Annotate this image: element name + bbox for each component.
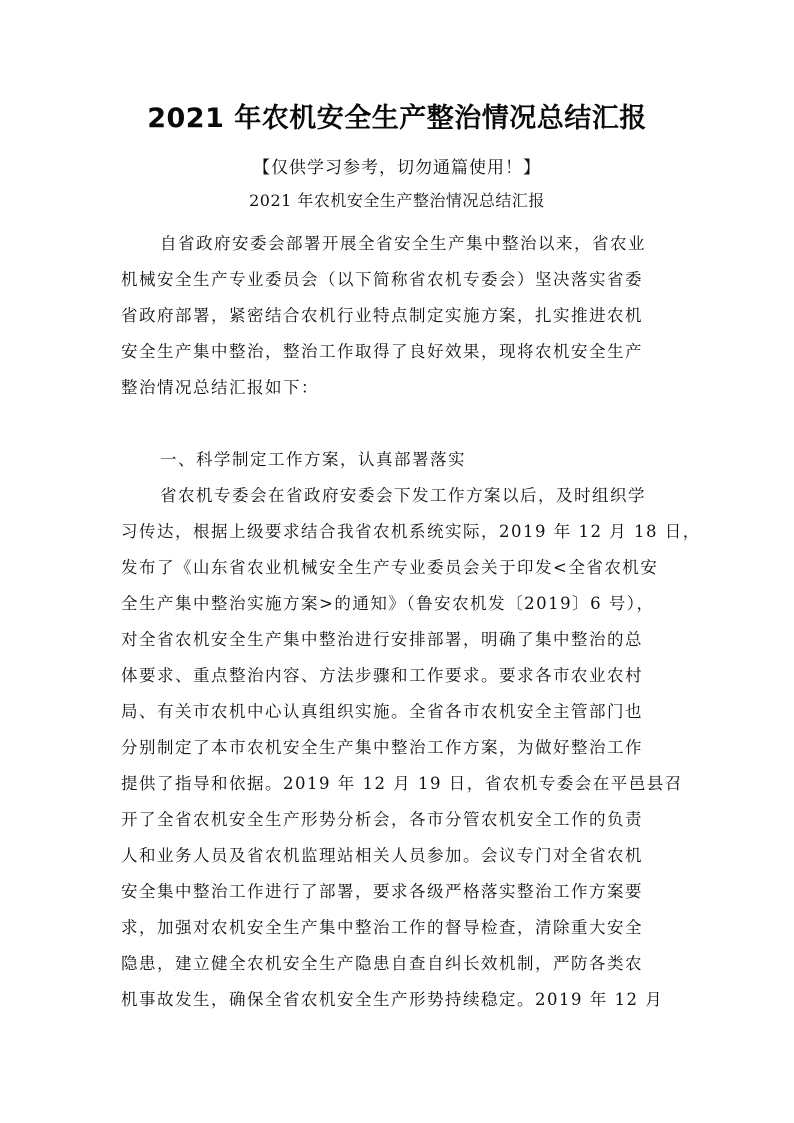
paragraph-1-line-1: 自省政府安委会部署开展全省安全生产集中整治以来，省农业: [160, 234, 646, 253]
paragraph-1-line-2: 机械安全生产专业委员会（以下简称省农机专委会）坚决落实省委: [121, 270, 643, 289]
paragraph-2-line-9: 提供了指导和依据。2019 年 12 月 19 日，省农机专委会在平邑县召: [121, 774, 683, 793]
paragraph-2-line-12: 安全集中整治工作进行了部署，要求各级严格落实整治工作方案要: [121, 882, 643, 901]
paragraph-2-line-1: 省农机专委会在省政府安委会下发工作方案以后，及时组织学: [160, 486, 646, 505]
paragraph-2-line-8: 分别制定了本市农机安全生产集中整治工作方案，为做好整治工作: [121, 738, 643, 757]
paragraph-2-line-4: 全生产集中整治实施方案>的通知》（鲁安农机发〔2019〕6 号），: [121, 594, 655, 613]
paragraph-2-line-11: 人和业务人员及省农机监理站相关人员参加。会议专门对全省农机: [121, 846, 643, 865]
paragraph-2-line-3: 发布了《山东省农业机械安全生产专业委员会关于印发<全省农机安: [121, 558, 659, 577]
document-title: 2021 年农机安全生产整治情况总结汇报: [147, 103, 647, 134]
paragraph-2-line-7: 局、有关市农机中心认真组织实施。全省各市农机安全主管部门也: [121, 702, 643, 721]
paragraph-1-line-4: 安全生产集中整治，整治工作取得了良好效果，现将农机安全生产: [121, 342, 643, 361]
paragraph-2-line-14: 隐患，建立健全农机安全生产隐患自查自纠长效机制，严防各类农: [121, 954, 643, 973]
paragraph-2-line-15: 机事故发生，确保全省农机安全生产形势持续稳定。2019 年 12 月: [121, 990, 664, 1009]
paragraph-1-line-3: 省政府部署，紧密结合农机行业特点制定实施方案，扎实推进农机: [121, 306, 643, 325]
paragraph-2-line-13: 求，加强对农机安全生产集中整治工作的督导检查，清除重大安全: [121, 918, 643, 937]
paragraph-2-line-2: 习传达，根据上级要求结合我省农机系统实际，2019 年 12 月 18 日，: [121, 522, 701, 541]
paragraph-2-line-10: 开了全省农机安全生产形势分析会，各市分管农机安全工作的负责: [121, 810, 643, 829]
paragraph-1-line-5: 整治情况总结汇报如下：: [121, 378, 319, 397]
section-1-heading: 一、科学制定工作方案，认真部署落实: [160, 450, 466, 469]
document-subtitle: 2021 年农机安全生产整治情况总结汇报: [249, 191, 545, 210]
usage-note: 【仅供学习参考，切勿通篇使用！】: [253, 158, 541, 178]
paragraph-2-line-6: 体要求、重点整治内容、方法步骤和工作要求。要求各市农业农村: [121, 666, 643, 685]
paragraph-2-line-5: 对全省农机安全生产集中整治进行安排部署，明确了集中整治的总: [121, 630, 643, 649]
